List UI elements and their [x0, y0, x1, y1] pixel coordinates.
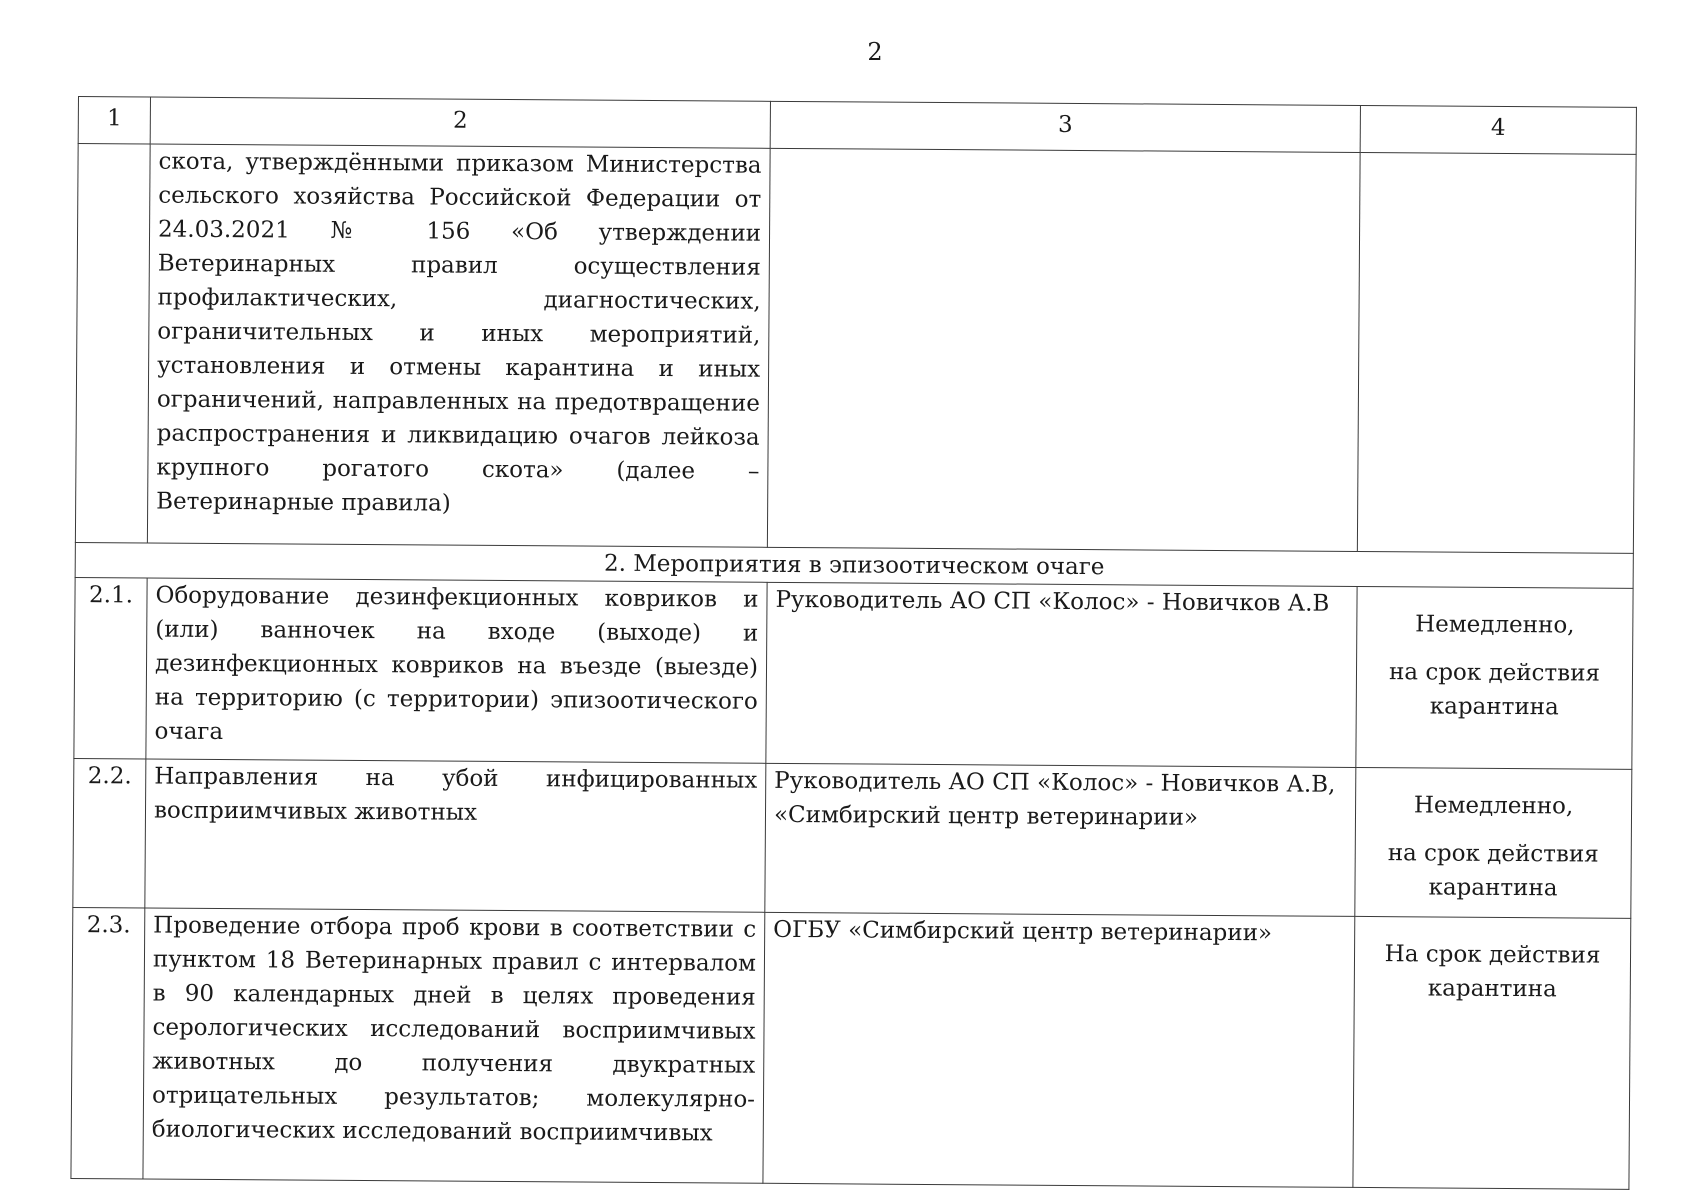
table-row	[73, 758, 1632, 918]
row-number: 2.3.	[71, 907, 145, 1178]
term-line-1: Немедленно,	[1413, 792, 1574, 820]
term-cell	[1357, 152, 1636, 553]
continuation-text: скота, утверждёнными приказом Министерства сельского хозяйства Российской Федерации от 24.03.2021 № 156 «Об утверждении Ветеринарных правил осуществления профилактических, диагностических, ограничительных и иных мероприятий, установления и отмены карантина и иных ограничений, направленных на предотвращение распространения и ликвидацию очагов лейкоза крупного рогатого скота» (далее – Ветеринарные правила)	[147, 144, 770, 547]
section-title: 2. Мероприятия в эпизоотическом очаге	[75, 542, 1633, 588]
row-number: 2.1.	[74, 577, 147, 758]
term-cell	[1356, 586, 1633, 769]
measure-text: Оборудование дезинфекционных ковриков и (или) ванночек на входе (выходе) и дезинфекционных ковриков на въезде (выезде) на территорию (с территории) эпизоотического очага	[146, 578, 767, 763]
table-row	[71, 907, 1631, 1189]
header-col-4: 4	[1360, 105, 1636, 154]
table-row	[74, 577, 1633, 769]
header-col-2: 2	[150, 97, 770, 148]
term-line-1: Немедленно,	[1415, 611, 1575, 639]
term-cell	[1355, 767, 1632, 918]
table-row	[75, 144, 1636, 554]
term-line-1: На срок действия карантина	[1384, 941, 1601, 1003]
measure-text: Проведение отбора проб крови в соответствии с пунктом 18 Ветеринарных правил с интервалом в 90 календарных дней в целях проведения серологических исследований восприимчивых животных до получения двукратных отрицательных результатов; молекулярно-биологических исследований восприимчивых	[143, 908, 765, 1183]
header-col-1: 1	[78, 97, 150, 145]
row-number: 2.2.	[73, 758, 146, 907]
responsible-text: Руководитель АО СП «Колос» - Новичков А.В, «Симбирский центр ветеринарии»	[765, 763, 1356, 916]
page-number: 2	[867, 38, 883, 66]
responsible-text: ОГБУ «Симбирский центр ветеринарии»	[763, 912, 1355, 1187]
measure-text: Направления на убой инфицированных восприимчивых животных	[145, 759, 766, 912]
row-num-cell	[75, 144, 150, 543]
measures-table	[70, 96, 1637, 1190]
term-cell	[1353, 916, 1631, 1189]
responsible-cell	[767, 148, 1360, 551]
header-col-3: 3	[770, 101, 1360, 152]
term-line-2: на срок действия карантина	[1388, 659, 1601, 721]
responsible-text: Руководитель АО СП «Колос» - Новичков А.В	[766, 582, 1357, 767]
term-line-2: на срок действия карантина	[1387, 840, 1599, 902]
